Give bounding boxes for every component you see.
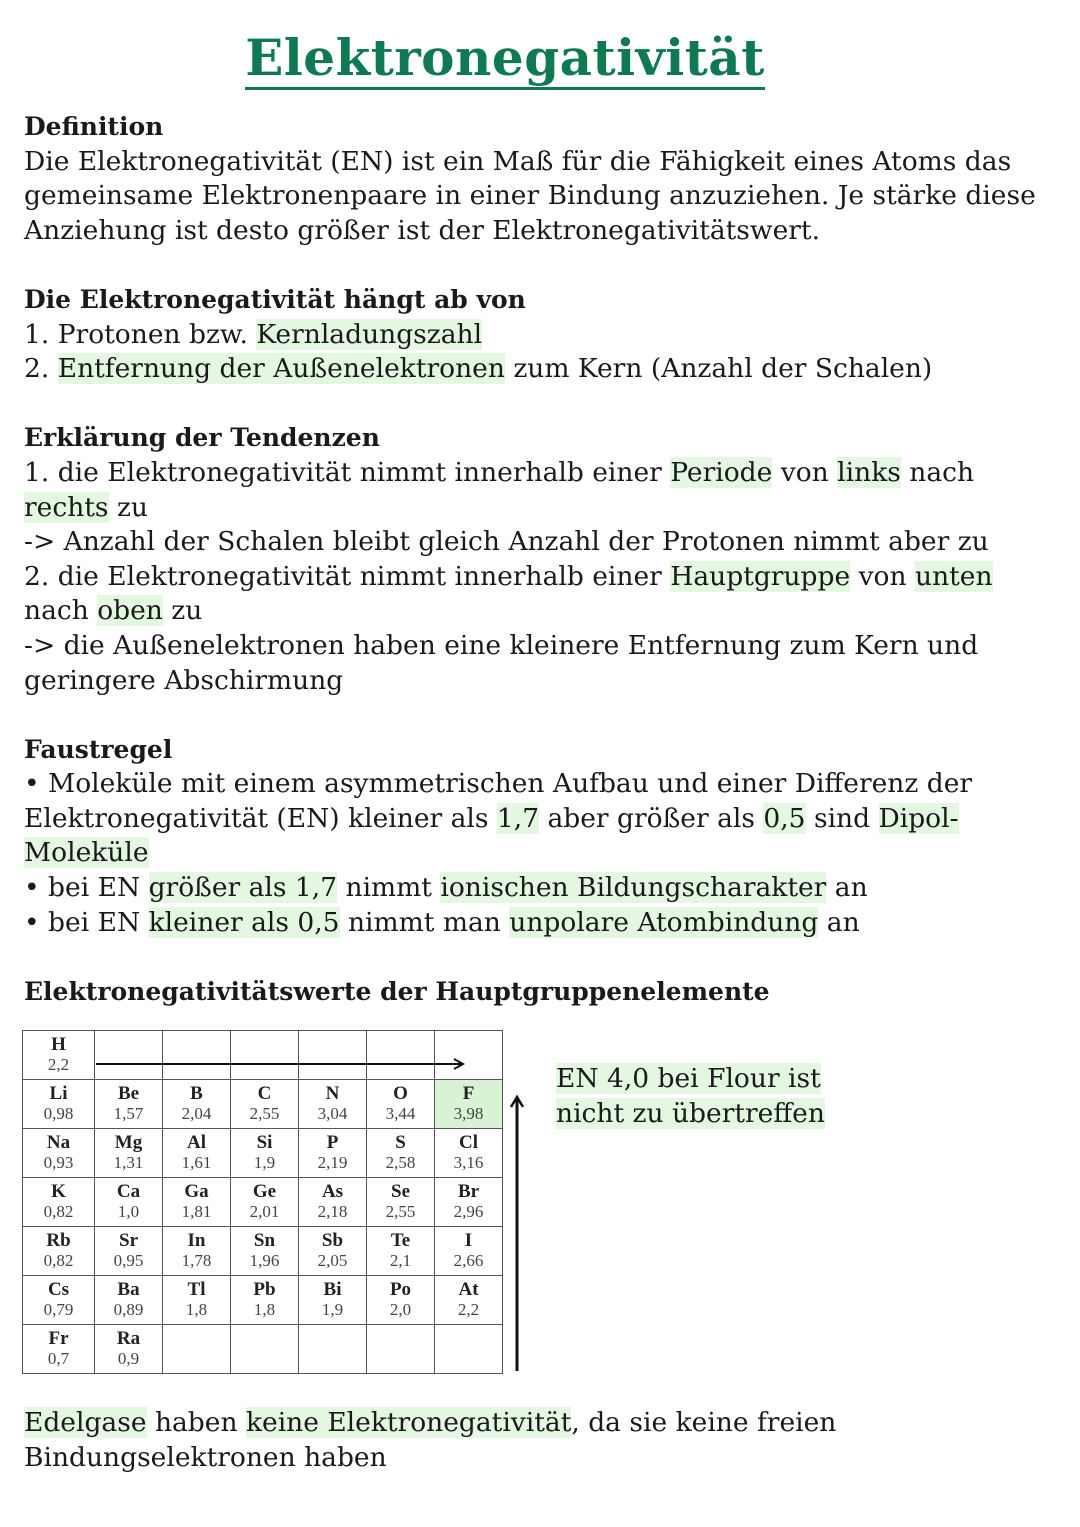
element-cell-ra	[95, 1325, 163, 1374]
empty-cell	[163, 1031, 231, 1080]
element-en-value: 3,98	[453, 1104, 484, 1123]
empty-cell	[231, 1031, 299, 1080]
rule-bullet-2: • bei EN größer als 1,7 nimmt ionischen Bildungscharakter an	[24, 872, 868, 904]
arrow-right-icon	[96, 1058, 468, 1070]
element-cell-te	[367, 1227, 435, 1276]
element-symbol: Sb	[321, 1230, 344, 1251]
trend-1: 1. die Elektronegativität nimmt innerhalb einer Periode von links nach rechts zu	[24, 456, 975, 523]
depends-item-1: 1. Protonen bzw. Kernladungszahl	[24, 318, 483, 350]
element-cell-p	[299, 1129, 367, 1178]
element-symbol: Te	[390, 1230, 411, 1251]
element-symbol: Ga	[184, 1181, 209, 1202]
element-cell-as	[299, 1178, 367, 1227]
element-cell-se	[367, 1178, 435, 1227]
element-en-value: 0,82	[43, 1202, 74, 1221]
element-cell-sb	[299, 1227, 367, 1276]
empty-cell	[163, 1325, 231, 1374]
element-symbol: At	[458, 1279, 479, 1300]
element-symbol: P	[326, 1132, 339, 1153]
trend-2: 2. die Elektronegativität nimmt innerhalb einer Hauptgruppe von unten nach oben zu	[24, 560, 993, 627]
element-symbol: Sr	[119, 1230, 138, 1251]
empty-cell	[231, 1325, 299, 1374]
element-en-value: 3,04	[317, 1104, 348, 1123]
element-symbol: C	[257, 1083, 272, 1104]
element-symbol: Si	[256, 1132, 273, 1153]
element-en-value: 1,96	[249, 1251, 280, 1270]
table-row	[23, 1129, 503, 1178]
element-symbol: Fr	[48, 1328, 69, 1349]
empty-cell	[299, 1031, 367, 1080]
element-en-value: 1,81	[181, 1202, 212, 1221]
element-cell-al	[163, 1129, 231, 1178]
element-cell-cs	[23, 1276, 95, 1325]
element-cell-po	[367, 1276, 435, 1325]
element-en-value: 2,58	[385, 1153, 416, 1172]
table-row	[23, 1325, 503, 1374]
element-en-value: 0,9	[117, 1349, 140, 1368]
element-en-value: 1,57	[113, 1104, 144, 1123]
element-symbol: H	[51, 1034, 66, 1055]
table-row	[23, 1080, 503, 1129]
element-en-value: 2,19	[317, 1153, 348, 1172]
element-symbol: Al	[187, 1132, 206, 1153]
element-en-value: 1,9	[253, 1153, 276, 1172]
element-en-value: 0,93	[43, 1153, 74, 1172]
empty-cell	[435, 1031, 503, 1080]
element-cell-i	[435, 1227, 503, 1276]
element-cell-li	[23, 1080, 95, 1129]
element-symbol: Br	[457, 1181, 480, 1202]
element-en-value: 2,55	[249, 1104, 280, 1123]
element-symbol: Li	[49, 1083, 68, 1104]
element-symbol: I	[464, 1230, 473, 1251]
element-cell-f	[435, 1080, 503, 1129]
element-en-value: 2,96	[453, 1202, 484, 1221]
element-cell-fr	[23, 1325, 95, 1374]
element-cell-ga	[163, 1178, 231, 1227]
element-symbol: Na	[46, 1132, 71, 1153]
element-symbol: In	[187, 1230, 206, 1251]
main-content	[24, 110, 1064, 1009]
element-symbol: Sn	[253, 1230, 276, 1251]
element-en-value: 2,05	[317, 1251, 348, 1270]
element-en-value: 1,0	[117, 1202, 140, 1221]
definition-text: Die Elektronegativität (EN) ist ein Maß für die Fähigkeit eines Atoms das gemeinsame Elektronenpaare in einer Bindung anzuziehen. Je stärke diese Anziehung ist desto größer ist der Elektronegativitätswert.	[24, 145, 1036, 246]
element-cell-sr	[95, 1227, 163, 1276]
element-cell-pb	[231, 1276, 299, 1325]
element-symbol: As	[321, 1181, 344, 1202]
empty-cell	[367, 1031, 435, 1080]
element-cell-na	[23, 1129, 95, 1178]
element-en-value: 2,04	[181, 1104, 212, 1123]
trends-heading: Erklärung der Tendenzen	[24, 423, 380, 453]
element-en-value: 0,82	[43, 1251, 74, 1270]
table-heading: Elektronegativitätswerte der Hauptgruppenelemente	[24, 976, 770, 1006]
empty-cell	[435, 1325, 503, 1374]
element-symbol: Ca	[116, 1181, 141, 1202]
depends-item-2: 2. Entfernung der Außenelektronen zum Kern (Anzahl der Schalen)	[24, 353, 933, 385]
element-en-value: 1,9	[321, 1300, 344, 1319]
element-en-value: 0,89	[113, 1300, 144, 1319]
element-cell-ca	[95, 1178, 163, 1227]
element-symbol: Tl	[187, 1279, 206, 1300]
element-cell-n	[299, 1080, 367, 1129]
element-cell-si	[231, 1129, 299, 1178]
rule-bullet-1: • Moleküle mit einem asymmetrischen Aufbau und einer Differenz der Elektronegativität (EN) kleiner als 1,7 aber größer als 0,5 sind Dipol-Moleküle	[24, 768, 973, 869]
element-symbol: N	[325, 1083, 340, 1104]
element-en-value: 1,8	[185, 1300, 208, 1319]
table-row	[23, 1276, 503, 1325]
element-cell-ba	[95, 1276, 163, 1325]
definition-heading: Definition	[24, 112, 164, 141]
element-symbol: Po	[389, 1279, 412, 1300]
element-en-value: 1,61	[181, 1153, 212, 1172]
element-symbol: Cs	[47, 1279, 70, 1300]
element-symbol: F	[462, 1083, 475, 1104]
element-en-value: 0,95	[113, 1251, 144, 1270]
table-row	[23, 1178, 503, 1227]
element-cell-c	[231, 1080, 299, 1129]
element-symbol: Cl	[459, 1132, 478, 1153]
element-cell-br	[435, 1178, 503, 1227]
table-row	[23, 1031, 503, 1080]
element-symbol: Mg	[114, 1132, 143, 1153]
element-symbol: Se	[391, 1181, 410, 1202]
element-symbol: Ra	[116, 1328, 141, 1349]
table-row	[23, 1227, 503, 1276]
electronegativity-table	[22, 1030, 503, 1374]
rule-heading: Faustregel	[24, 734, 173, 764]
element-symbol: S	[395, 1132, 406, 1153]
element-en-value: 2,18	[317, 1202, 348, 1221]
element-en-value: 0,7	[47, 1349, 70, 1368]
element-cell-tl	[163, 1276, 231, 1325]
element-en-value: 0,98	[43, 1104, 74, 1123]
noble-gas-note: Edelgase haben keine Elektronegativität, da sie keine freien Bindungselektronen haben	[24, 1407, 837, 1473]
depends-heading: Die Elektronegativität hängt ab von	[24, 284, 526, 314]
element-symbol: Be	[117, 1083, 140, 1104]
element-cell-h	[23, 1031, 95, 1080]
element-en-value: 2,2	[47, 1055, 70, 1074]
element-cell-o	[367, 1080, 435, 1129]
element-en-value: 1,31	[113, 1153, 144, 1172]
element-en-value: 2,55	[385, 1202, 416, 1221]
fluorine-note: EN 4,0 bei Flour ist nicht zu übertreffen	[556, 1063, 825, 1129]
element-en-value: 1,78	[181, 1251, 212, 1270]
element-en-value: 2,2	[457, 1300, 480, 1319]
element-en-value: 2,0	[389, 1300, 412, 1319]
element-cell-s	[367, 1129, 435, 1178]
trend-2-explanation: -> die Außenelektronen haben eine kleinere Entfernung zum Kern und geringere Abschirmung	[24, 629, 979, 696]
empty-cell	[299, 1325, 367, 1374]
element-cell-at	[435, 1276, 503, 1325]
element-cell-in	[163, 1227, 231, 1276]
empty-cell	[95, 1031, 163, 1080]
element-cell-k	[23, 1178, 95, 1227]
element-cell-b	[163, 1080, 231, 1129]
element-en-value: 3,16	[453, 1153, 484, 1172]
periodic-table	[22, 1030, 503, 1374]
element-cell-mg	[95, 1129, 163, 1178]
element-en-value: 0,79	[43, 1300, 74, 1319]
element-symbol: Pb	[253, 1279, 276, 1300]
element-symbol: B	[190, 1083, 203, 1104]
trend-1-explanation: -> Anzahl der Schalen bleibt gleich Anzahl der Protonen nimmt aber zu	[24, 526, 989, 558]
rule-bullet-3: • bei EN kleiner als 0,5 nimmt man unpolare Atombindung an	[24, 906, 860, 938]
element-en-value: 2,01	[249, 1202, 280, 1221]
element-cell-sn	[231, 1227, 299, 1276]
element-en-value: 2,1	[389, 1251, 412, 1270]
element-cell-rb	[23, 1227, 95, 1276]
element-cell-be	[95, 1080, 163, 1129]
arrow-up-icon	[510, 1095, 524, 1371]
element-symbol: Ba	[117, 1279, 140, 1300]
element-cell-ge	[231, 1178, 299, 1227]
element-en-value: 3,44	[385, 1104, 416, 1123]
element-en-value: 2,66	[453, 1251, 484, 1270]
empty-cell	[367, 1325, 435, 1374]
element-symbol: Rb	[46, 1230, 71, 1251]
element-en-value: 1,8	[253, 1300, 276, 1319]
page-title: Elektronegativität	[0, 28, 1010, 87]
element-symbol: Bi	[323, 1279, 342, 1300]
element-cell-bi	[299, 1276, 367, 1325]
element-symbol: K	[51, 1181, 66, 1202]
element-cell-cl	[435, 1129, 503, 1178]
element-symbol: Ge	[252, 1181, 277, 1202]
element-symbol: O	[393, 1083, 408, 1104]
